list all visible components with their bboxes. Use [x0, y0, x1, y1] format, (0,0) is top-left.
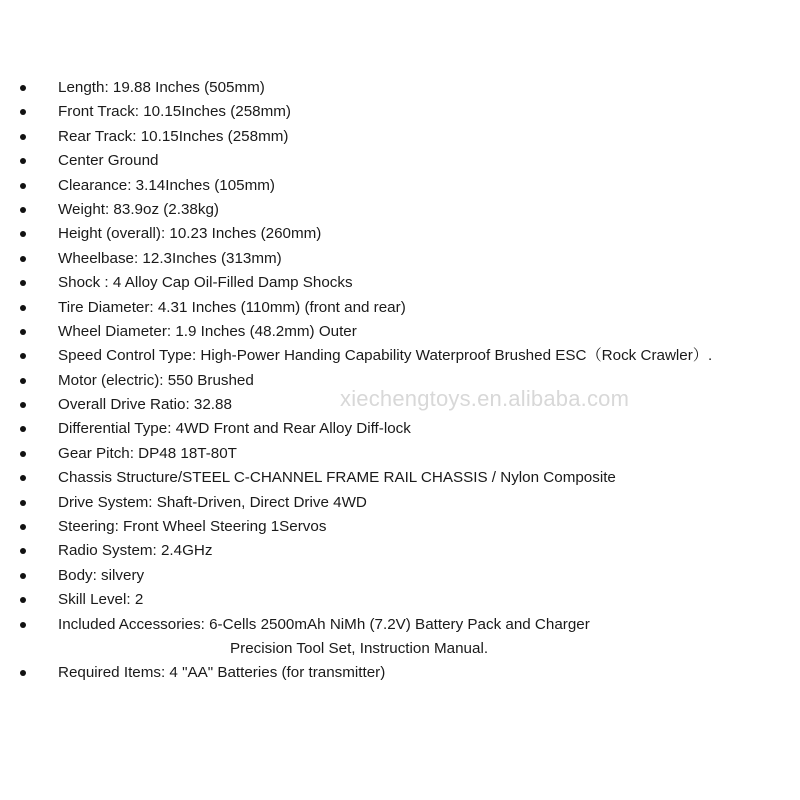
spec-item-steering — [0, 515, 800, 539]
spec-item-tire-diameter — [0, 296, 800, 320]
spec-item-clearance — [0, 174, 800, 198]
spec-item-chassis — [0, 466, 800, 490]
spec-text: Center Ground — [58, 152, 159, 170]
spec-text: Rear Track: 10.15Inches (258mm) — [58, 127, 289, 145]
bullet-icon — [20, 500, 26, 506]
spec-item-motor — [0, 369, 800, 393]
spec-item-center-ground — [0, 149, 800, 173]
spec-text: Wheelbase: 12.3Inches (313mm) — [58, 249, 282, 267]
spec-text: Steering: Front Wheel Steering 1Servos — [58, 518, 327, 536]
spec-item-length — [0, 76, 800, 100]
spec-item-front-track — [0, 100, 800, 124]
bullet-icon — [20, 378, 26, 384]
watermark-text: xiechengtoys.en.alibaba.com — [340, 386, 630, 411]
bullet-icon — [20, 353, 26, 359]
bullet-icon — [20, 402, 26, 408]
spec-item-differential — [0, 417, 800, 441]
spec-item-weight — [0, 198, 800, 222]
spec-item-radio — [0, 539, 800, 563]
spec-list — [0, 76, 800, 686]
spec-text: Differential Type: 4WD Front and Rear Alloy Diff-lock — [58, 420, 411, 438]
bullet-icon — [20, 573, 26, 579]
bullet-icon — [20, 622, 26, 628]
spec-text: Required Items: 4 "AA" Batteries (for transmitter) — [58, 664, 386, 682]
spec-text: Drive System: Shaft-Driven, Direct Drive 4WD — [58, 493, 367, 511]
spec-text: Height (overall): 10.23 Inches (260mm) — [58, 225, 322, 243]
bullet-icon — [20, 524, 26, 530]
spec-text: Gear Pitch: DP48 18T-80T — [58, 444, 237, 462]
bullet-icon — [20, 256, 26, 262]
bullet-icon — [20, 597, 26, 603]
spec-text: Shock : 4 Alloy Cap Oil-Filled Damp Shocks — [58, 274, 353, 292]
spec-item-body — [0, 564, 800, 588]
spec-text: Front Track: 10.15Inches (258mm) — [58, 103, 291, 121]
spec-item-skill-level — [0, 588, 800, 612]
spec-text: Clearance: 3.14Inches (105mm) — [58, 176, 275, 194]
spec-text: Motor (electric): 550 Brushed — [58, 371, 254, 389]
spec-text: Body: silvery — [58, 566, 145, 584]
bullet-icon — [20, 231, 26, 237]
spec-text: Skill Level: 2 — [58, 591, 144, 609]
bullet-icon — [20, 134, 26, 140]
bullet-icon — [20, 280, 26, 286]
spec-item-accessories — [0, 613, 800, 662]
bullet-icon — [20, 207, 26, 213]
spec-text: Length: 19.88 Inches (505mm) — [58, 79, 265, 96]
bullet-icon — [20, 85, 26, 91]
bullet-icon — [20, 109, 26, 115]
spec-item-wheelbase — [0, 247, 800, 271]
spec-item-required-items — [0, 661, 800, 685]
bullet-icon — [20, 158, 26, 164]
spec-text: Wheel Diameter: 1.9 Inches (48.2mm) Outer — [58, 322, 357, 340]
bullet-icon — [20, 451, 26, 457]
spec-item-shock — [0, 271, 800, 295]
spec-text: Overall Drive Ratio: 32.88 — [58, 396, 232, 414]
bullet-icon — [20, 305, 26, 311]
spec-text: Tire Diameter: 4.31 Inches (110mm) (front and rear) — [58, 298, 406, 316]
bullet-icon — [20, 475, 26, 481]
spec-item-height — [0, 222, 800, 246]
spec-text: Weight: 83.9oz (2.38kg) — [58, 200, 219, 218]
spec-item-drive-ratio — [0, 393, 800, 417]
bullet-icon — [20, 548, 26, 554]
bullet-icon — [20, 426, 26, 432]
bullet-icon — [20, 183, 26, 189]
spec-item-rear-track — [0, 125, 800, 149]
spec-item-gear-pitch — [0, 442, 800, 466]
bullet-icon — [20, 329, 26, 335]
spec-text: Chassis Structure/STEEL C-CHANNEL FRAME RAIL CHASSIS / Nylon Composite — [58, 469, 616, 487]
spec-continuation-text: Precision Tool Set, Instruction Manual. — [230, 639, 489, 657]
spec-item-speed-control — [0, 344, 800, 368]
spec-item-wheel-diameter — [0, 320, 800, 344]
bullet-icon — [20, 670, 26, 676]
spec-text: Speed Control Type: High-Power Handing Capability Waterproof Brushed ESC（Rock Crawler）. — [58, 347, 713, 365]
spec-item-drive-system — [0, 491, 800, 515]
spec-text: Included Accessories: 6-Cells 2500mAh NiMh (7.2V) Battery Pack and Charger — [58, 615, 590, 633]
spec-text: Radio System: 2.4GHz — [58, 542, 213, 560]
